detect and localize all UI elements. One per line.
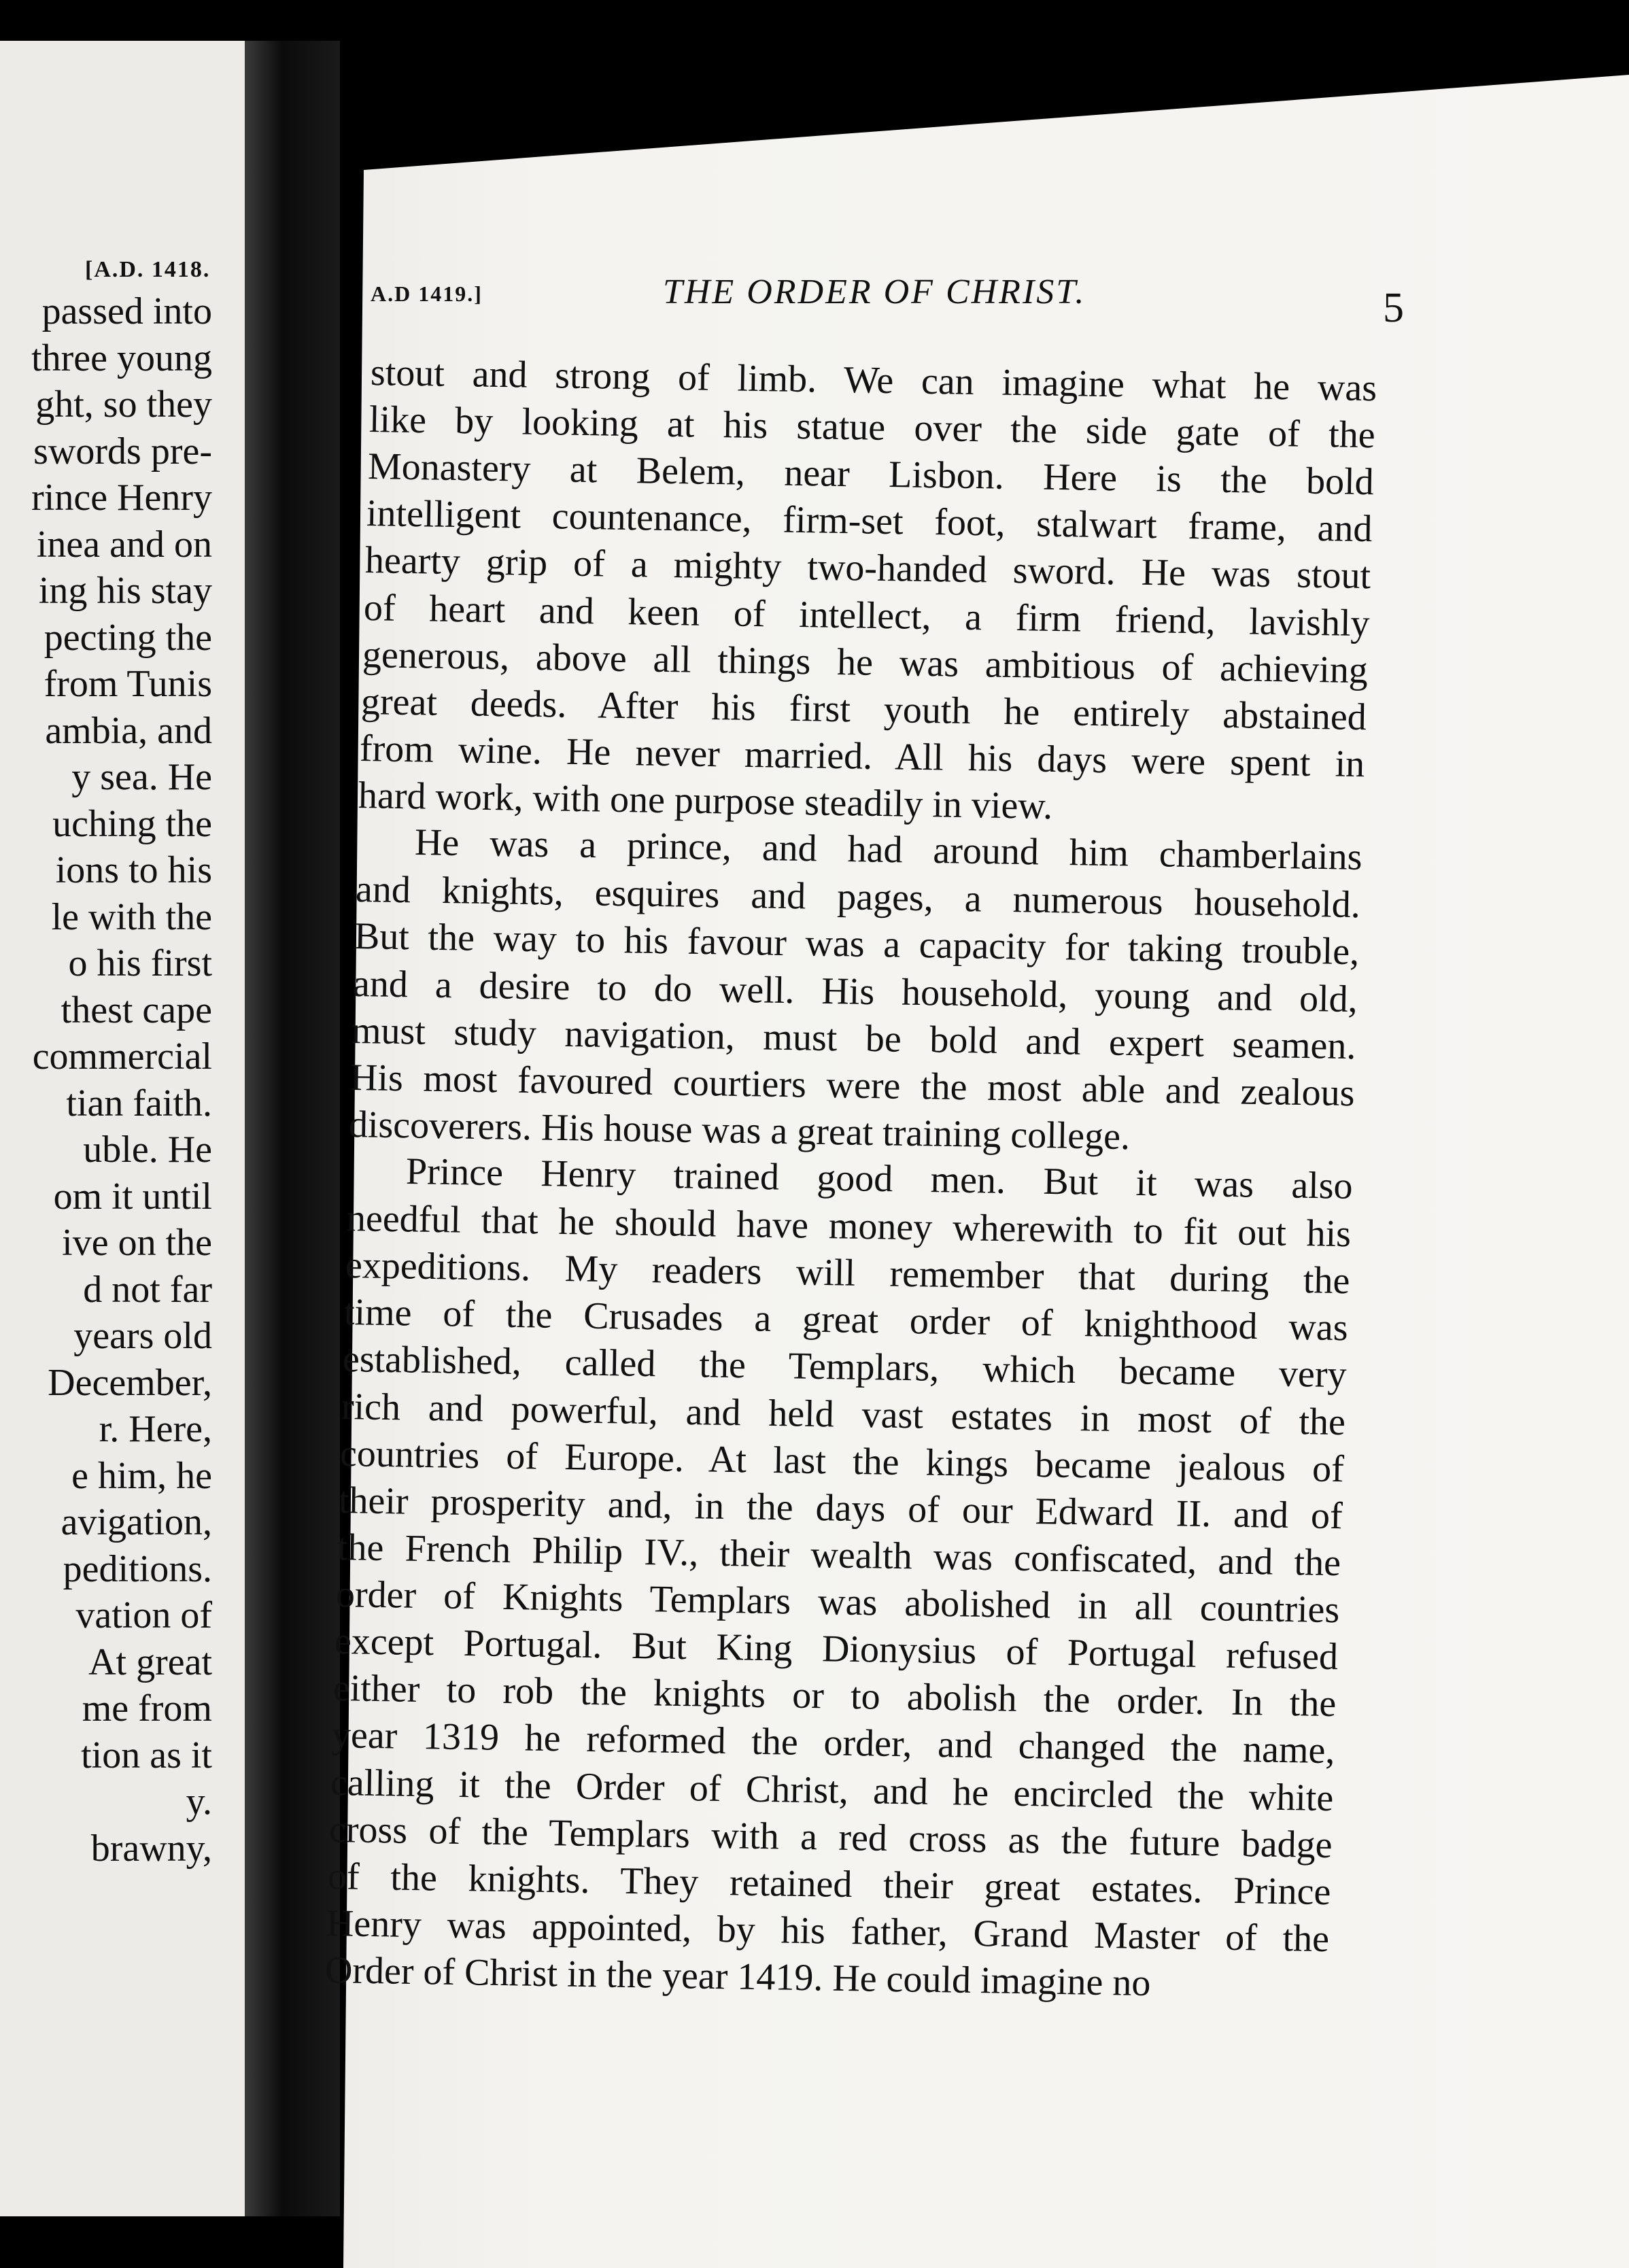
- left-line: om it until: [53, 1175, 212, 1218]
- left-line: y sea. He: [71, 756, 212, 798]
- body-line: intelligent countenance, firm-set foot, stalwart frame, and: [366, 492, 1373, 551]
- left-line: tion as it: [81, 1734, 212, 1776]
- body-line: must study navigation, must be bold and expert seamen.: [351, 1009, 1357, 1067]
- body-line: of heart and keen of intellect, a firm friend, lavishly: [363, 586, 1371, 645]
- left-line: ambia, and: [45, 709, 212, 752]
- body-line: great deeds. After his first youth he entirely abstained: [360, 680, 1367, 739]
- running-head-date: A.D 1419.]: [371, 281, 483, 306]
- body-line: their prosperity and, in the days of our Edward II. and of: [338, 1479, 1343, 1538]
- body-line: cross of the Templars with a red cross as the future badge: [328, 1808, 1333, 1866]
- body-line: the French Philip IV., their wealth was confiscated, and the: [337, 1526, 1341, 1585]
- book-gutter: [245, 41, 340, 2216]
- body-line: Order of Christ in the year 1419. He could imagine no: [324, 1949, 1151, 2005]
- left-line: me from: [82, 1687, 212, 1730]
- left-line: swords pre-: [33, 430, 212, 472]
- left-line: brawny,: [90, 1827, 212, 1870]
- left-line: avigation,: [61, 1501, 212, 1543]
- body-line: time of the Crusades a great order of knighthood was: [343, 1291, 1348, 1350]
- left-line: ing his stay: [38, 570, 212, 612]
- left-line: ive on the: [62, 1222, 212, 1264]
- left-line: December,: [48, 1361, 212, 1404]
- left-line: r. Here,: [99, 1408, 212, 1450]
- body-line: hearty grip of a mighty two-handed sword. He was stout: [364, 539, 1371, 598]
- left-line: o his first: [68, 942, 212, 984]
- left-line: uble. He: [83, 1129, 212, 1171]
- body-line: expeditions. My readers will remember that during the: [345, 1244, 1350, 1303]
- body-line: established, called the Templars, which became very: [342, 1338, 1347, 1396]
- body-line: His most favoured courtiers were the most able and zealous: [349, 1056, 1356, 1114]
- left-line: ght, so they: [35, 383, 212, 426]
- left-line: At great: [88, 1640, 212, 1683]
- body-line: countries of Europe. At last the kings became jealous of: [339, 1432, 1344, 1490]
- body-line: generous, above all things he was ambitious of achieving: [362, 633, 1369, 691]
- body-line: order of Knights Templars was abolished in all countries: [335, 1573, 1340, 1632]
- page-number: 5: [1383, 285, 1404, 331]
- body-line: like by looking at his statue over the side gate of the: [368, 398, 1376, 457]
- left-facing-page: [0, 41, 272, 2216]
- left-line: rince Henry: [31, 477, 212, 519]
- body-line: rich and powerful, and held vast estates in most of the: [341, 1385, 1346, 1443]
- left-line: peditions.: [63, 1547, 212, 1590]
- body-line: needful that he should have money wherewith to fit out his: [346, 1197, 1351, 1256]
- body-line: from wine. He never married. All his days were spent in: [359, 727, 1365, 786]
- body-line: But the way to his favour was a capacity for taking trouble,: [354, 915, 1360, 974]
- left-line: years old: [73, 1315, 212, 1357]
- left-line: inea and on: [36, 523, 212, 566]
- left-line: commercial: [32, 1035, 212, 1078]
- body-line: stout and strong of limb. We can imagine what he was: [370, 351, 1377, 410]
- body-line: except Portugal. But King Dionysius of Portugal refused: [334, 1620, 1339, 1679]
- body-line: of the knights. They retained their great estates. Prince: [327, 1855, 1331, 1913]
- body-line: year 1319 he reformed the order, and changed the name,: [331, 1714, 1335, 1772]
- left-line: uching the: [52, 802, 212, 845]
- left-line: pecting the: [44, 616, 212, 659]
- body-line: and a desire to do well. His household, young and old,: [352, 962, 1358, 1020]
- left-line: y.: [186, 1781, 212, 1823]
- body-line: Monastery at Belem, near Lisbon. Here is the bold: [367, 445, 1375, 504]
- left-line: three young: [31, 337, 212, 379]
- body-line: either to rob the knights or to abolish the order. In the: [332, 1667, 1337, 1725]
- body-line: and knights, esquires and pages, a numerous household.: [355, 868, 1361, 927]
- left-line: from Tunis: [44, 663, 212, 705]
- left-line: passed into: [41, 290, 212, 332]
- body-line: discoverers. His house was a great training college.: [348, 1103, 1131, 1158]
- running-head: [371, 272, 1404, 331]
- left-line: d not far: [83, 1268, 212, 1311]
- left-line: e him, he: [71, 1454, 212, 1497]
- left-line: thest cape: [61, 989, 212, 1031]
- left-line: le with the: [51, 895, 212, 938]
- left-line: ions to his: [55, 849, 212, 891]
- left-page-header: [A.D. 1418.: [85, 257, 211, 282]
- body-line: calling it the Order of Christ, and he encircled the white: [330, 1761, 1334, 1819]
- running-head-title: THE ORDER OF CHRIST.: [663, 273, 1086, 311]
- left-line: vation of: [75, 1594, 212, 1636]
- left-line: tian faith.: [66, 1082, 212, 1124]
- body-line: He was a prince, and had around him chamberlains: [414, 821, 1363, 879]
- body-line: Prince Henry trained good men. But it was also: [405, 1150, 1353, 1207]
- body-line: hard work, with one purpose steadily in view.: [358, 774, 1053, 828]
- body-line: Henry was appointed, by his father, Grand Master of the: [326, 1902, 1330, 1961]
